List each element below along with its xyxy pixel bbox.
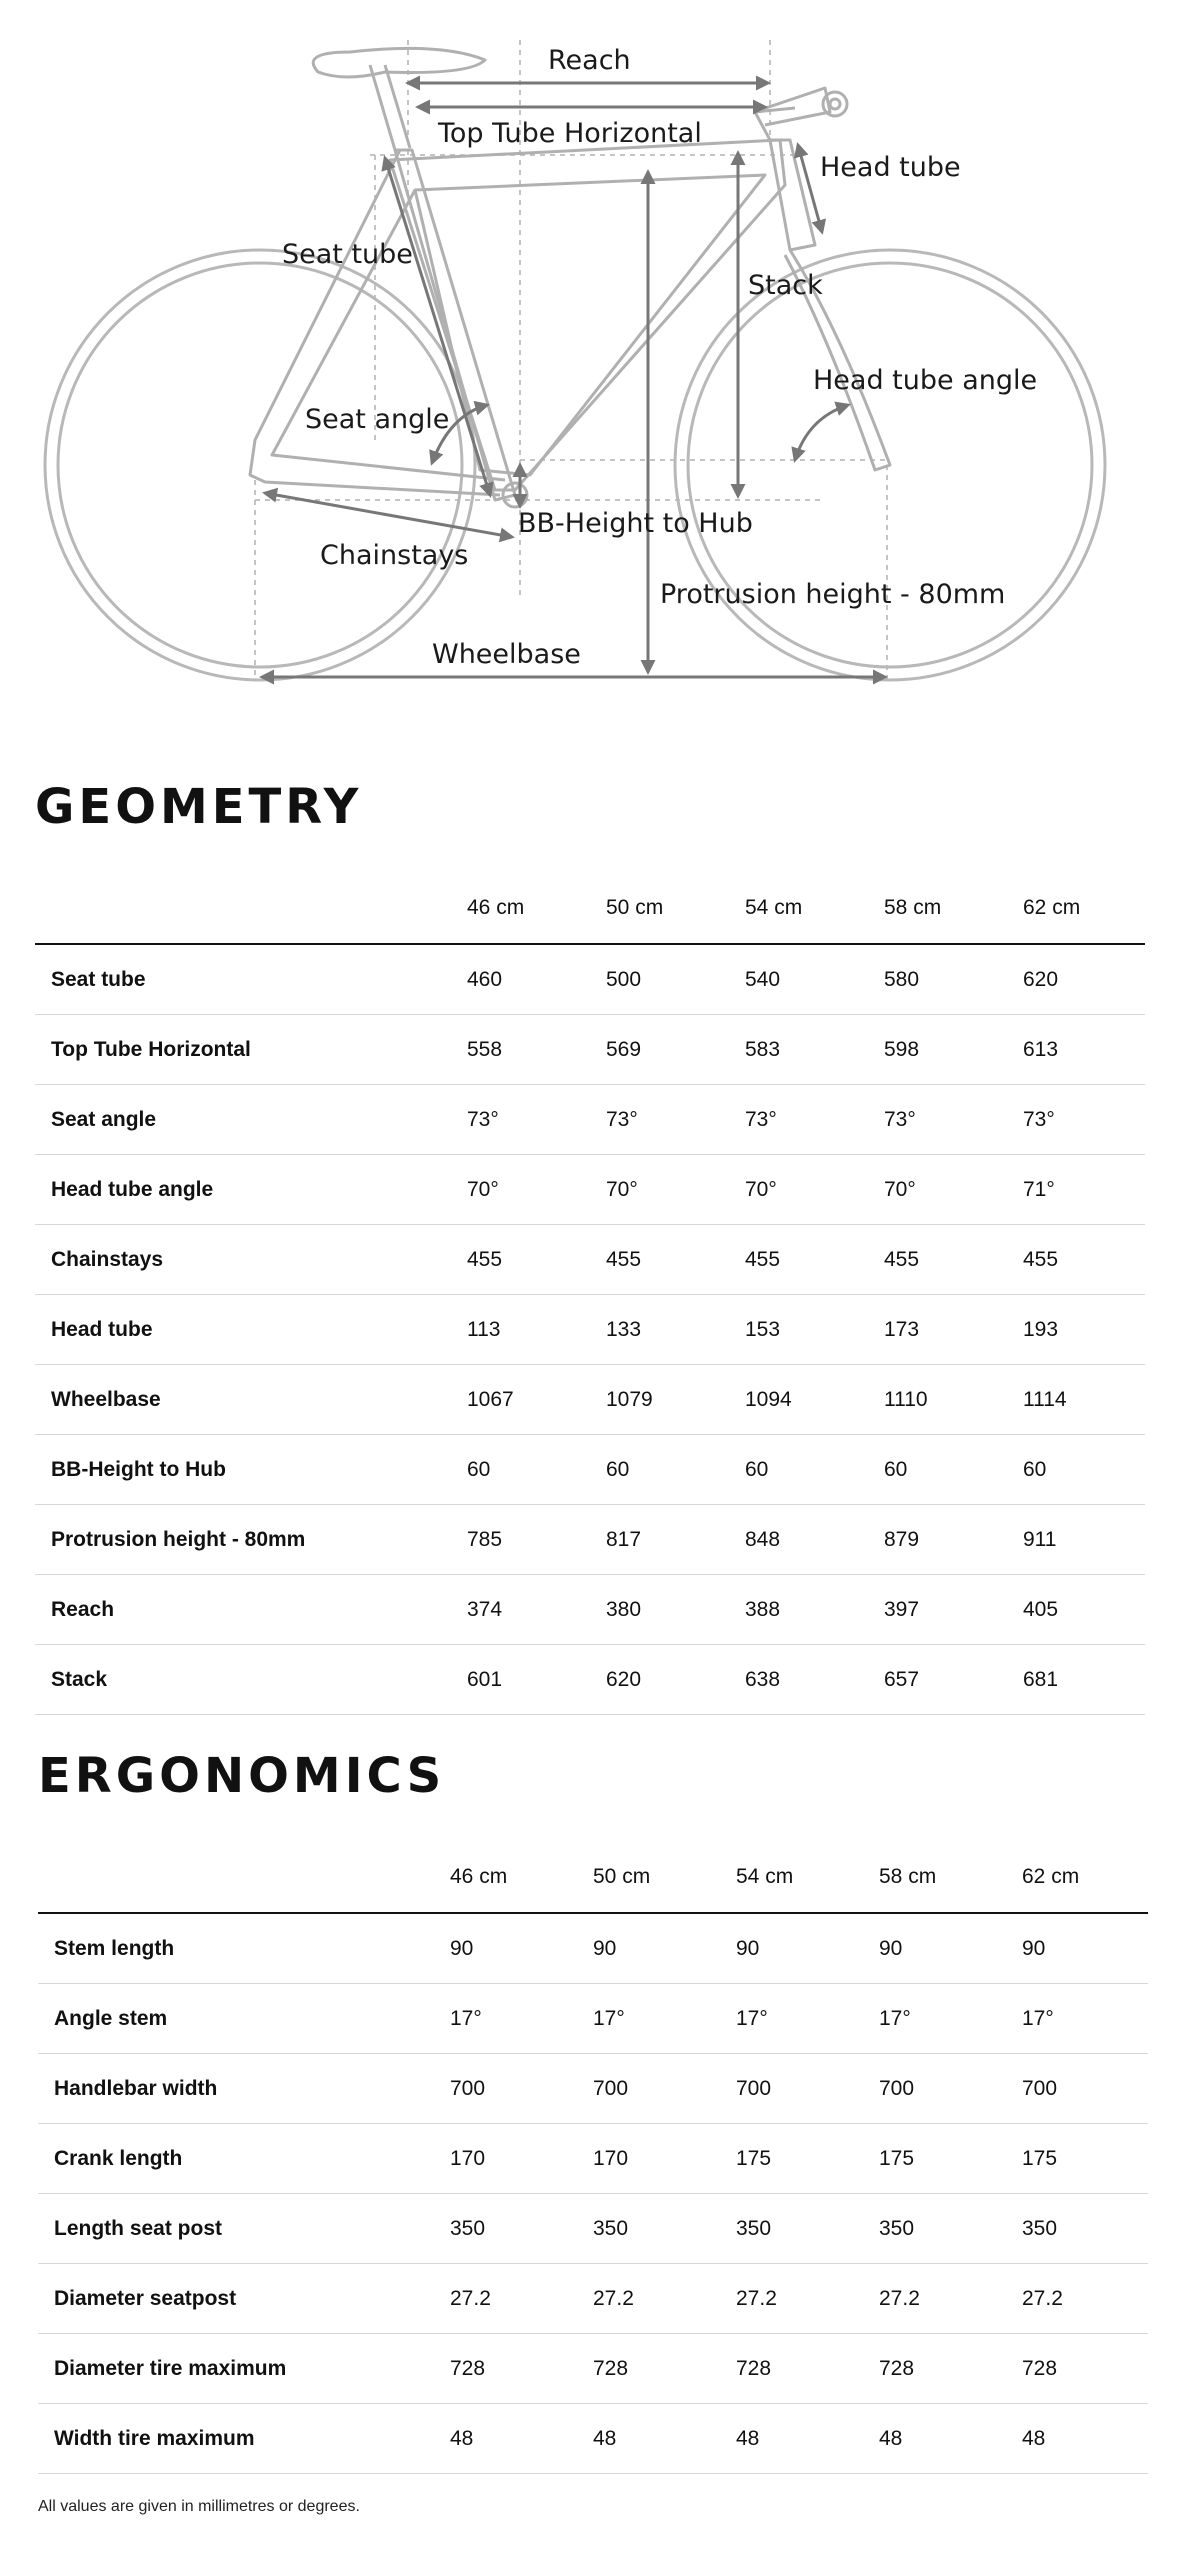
value-cell: 70°	[606, 1155, 745, 1225]
value-cell: 583	[745, 1015, 884, 1085]
value-cell: 455	[884, 1225, 1023, 1295]
size-header: 54 cm	[745, 873, 884, 944]
value-cell: 700	[450, 2054, 593, 2124]
value-cell: 60	[606, 1435, 745, 1505]
value-cell: 350	[450, 2194, 593, 2264]
value-cell: 460	[467, 944, 606, 1015]
bike-geometry-diagram	[0, 0, 1200, 700]
value-cell: 700	[593, 2054, 736, 2124]
value-cell: 27.2	[593, 2264, 736, 2334]
geometry-title: GEOMETRY	[35, 779, 363, 835]
value-cell: 455	[467, 1225, 606, 1295]
value-cell: 700	[1022, 2054, 1148, 2124]
row-label: Width tire maximum	[38, 2404, 450, 2474]
value-cell: 153	[745, 1295, 884, 1365]
value-cell: 681	[1023, 1645, 1145, 1715]
value-cell: 728	[879, 2334, 1022, 2404]
value-cell: 170	[450, 2124, 593, 2194]
label-head-tube-angle: Head tube angle	[813, 365, 1038, 396]
value-cell: 27.2	[879, 2264, 1022, 2334]
value-cell: 60	[745, 1435, 884, 1505]
value-cell: 193	[1023, 1295, 1145, 1365]
value-cell: 455	[606, 1225, 745, 1295]
value-cell: 613	[1023, 1015, 1145, 1085]
value-cell: 455	[1023, 1225, 1145, 1295]
value-cell: 350	[879, 2194, 1022, 2264]
value-cell: 17°	[1022, 1984, 1148, 2054]
value-cell: 60	[467, 1435, 606, 1505]
header-label-column	[38, 1842, 450, 1913]
value-cell: 700	[879, 2054, 1022, 2124]
value-cell: 540	[745, 944, 884, 1015]
value-cell: 500	[606, 944, 745, 1015]
value-cell: 1067	[467, 1365, 606, 1435]
value-cell: 728	[593, 2334, 736, 2404]
size-header: 50 cm	[606, 873, 745, 944]
value-cell: 90	[593, 1913, 736, 1984]
value-cell: 350	[1022, 2194, 1148, 2264]
table-row	[35, 1435, 1145, 1505]
value-cell: 71°	[1023, 1155, 1145, 1225]
value-cell: 598	[884, 1015, 1023, 1085]
value-cell: 569	[606, 1015, 745, 1085]
value-cell: 73°	[1023, 1085, 1145, 1155]
value-cell: 73°	[884, 1085, 1023, 1155]
value-cell: 601	[467, 1645, 606, 1715]
value-cell: 90	[1022, 1913, 1148, 1984]
size-header: 46 cm	[467, 873, 606, 944]
value-cell: 397	[884, 1575, 1023, 1645]
row-label: Protrusion height - 80mm	[35, 1505, 467, 1575]
value-cell: 848	[745, 1505, 884, 1575]
value-cell: 170	[593, 2124, 736, 2194]
value-cell: 350	[593, 2194, 736, 2264]
ergonomics-table	[38, 1842, 1148, 2474]
value-cell: 113	[467, 1295, 606, 1365]
value-cell: 1110	[884, 1365, 1023, 1435]
geometry-table	[35, 873, 1145, 1715]
table-row	[35, 1085, 1145, 1155]
value-cell: 785	[467, 1505, 606, 1575]
label-seat-angle: Seat angle	[305, 404, 450, 435]
value-cell: 17°	[593, 1984, 736, 2054]
label-head-tube: Head tube	[820, 152, 961, 183]
row-label: Top Tube Horizontal	[35, 1015, 467, 1085]
size-header: 46 cm	[450, 1842, 593, 1913]
value-cell: 350	[736, 2194, 879, 2264]
label-bb-height-to-hub: BB-Height to Hub	[518, 508, 753, 539]
header-label-column	[35, 873, 467, 944]
table-header-row	[35, 873, 1145, 944]
value-cell: 27.2	[736, 2264, 879, 2334]
table-row	[38, 1984, 1148, 2054]
row-label: Diameter seatpost	[38, 2264, 450, 2334]
label-top-tube-horizontal: Top Tube Horizontal	[438, 118, 702, 149]
table-row	[35, 1575, 1145, 1645]
value-cell: 405	[1023, 1575, 1145, 1645]
value-cell: 73°	[606, 1085, 745, 1155]
row-label: Stem length	[38, 1913, 450, 1984]
size-header: 62 cm	[1022, 1842, 1148, 1913]
size-header: 62 cm	[1023, 873, 1145, 944]
rear-wheel	[45, 250, 475, 680]
ergonomics-rows	[38, 1913, 1148, 2474]
table-row	[35, 1645, 1145, 1715]
value-cell: 27.2	[450, 2264, 593, 2334]
value-cell: 48	[450, 2404, 593, 2474]
row-label: Head tube	[35, 1295, 467, 1365]
value-cell: 175	[1022, 2124, 1148, 2194]
row-label: BB-Height to Hub	[35, 1435, 467, 1505]
table-row	[38, 2054, 1148, 2124]
size-header: 58 cm	[879, 1842, 1022, 1913]
value-cell: 388	[745, 1575, 884, 1645]
value-cell: 70°	[745, 1155, 884, 1225]
value-cell: 1094	[745, 1365, 884, 1435]
table-row	[38, 2334, 1148, 2404]
table-row	[38, 2194, 1148, 2264]
table-row	[38, 2124, 1148, 2194]
table-row	[38, 1913, 1148, 1984]
value-cell: 700	[736, 2054, 879, 2124]
table-row	[35, 944, 1145, 1015]
value-cell: 73°	[745, 1085, 884, 1155]
value-cell: 48	[879, 2404, 1022, 2474]
row-label: Length seat post	[38, 2194, 450, 2264]
value-cell: 60	[1023, 1435, 1145, 1505]
table-row	[38, 2404, 1148, 2474]
value-cell: 90	[736, 1913, 879, 1984]
ergonomics-title: ERGONOMICS	[38, 1748, 446, 1804]
value-cell: 17°	[450, 1984, 593, 2054]
value-cell: 60	[884, 1435, 1023, 1505]
footnote: All values are given in millimetres or degrees.	[38, 2498, 360, 2515]
table-row	[35, 1015, 1145, 1085]
value-cell: 728	[450, 2334, 593, 2404]
value-cell: 70°	[467, 1155, 606, 1225]
row-label: Wheelbase	[35, 1365, 467, 1435]
label-seat-tube: Seat tube	[282, 239, 413, 270]
value-cell: 17°	[879, 1984, 1022, 2054]
value-cell: 17°	[736, 1984, 879, 2054]
value-cell: 620	[1023, 944, 1145, 1015]
table-row	[35, 1155, 1145, 1225]
value-cell: 879	[884, 1505, 1023, 1575]
value-cell: 175	[736, 2124, 879, 2194]
row-label: Seat tube	[35, 944, 467, 1015]
table-row	[35, 1295, 1145, 1365]
value-cell: 911	[1023, 1505, 1145, 1575]
row-label: Seat angle	[35, 1085, 467, 1155]
value-cell: 73°	[467, 1085, 606, 1155]
table-row	[35, 1225, 1145, 1295]
value-cell: 657	[884, 1645, 1023, 1715]
row-label: Crank length	[38, 2124, 450, 2194]
value-cell: 374	[467, 1575, 606, 1645]
value-cell: 173	[884, 1295, 1023, 1365]
value-cell: 27.2	[1022, 2264, 1148, 2334]
value-cell: 175	[879, 2124, 1022, 2194]
value-cell: 638	[745, 1645, 884, 1715]
value-cell: 580	[884, 944, 1023, 1015]
value-cell: 48	[593, 2404, 736, 2474]
value-cell: 728	[736, 2334, 879, 2404]
size-header: 54 cm	[736, 1842, 879, 1913]
value-cell: 455	[745, 1225, 884, 1295]
value-cell: 90	[450, 1913, 593, 1984]
row-label: Diameter tire maximum	[38, 2334, 450, 2404]
label-protrusion-height: Protrusion height - 80mm	[660, 579, 1006, 610]
value-cell: 90	[879, 1913, 1022, 1984]
label-stack: Stack	[748, 270, 823, 301]
label-chainstays: Chainstays	[320, 540, 469, 571]
geometry-rows	[35, 944, 1145, 1715]
value-cell: 133	[606, 1295, 745, 1365]
row-label: Angle stem	[38, 1984, 450, 2054]
value-cell: 817	[606, 1505, 745, 1575]
value-cell: 1079	[606, 1365, 745, 1435]
label-reach: Reach	[548, 45, 631, 76]
row-label: Chainstays	[35, 1225, 467, 1295]
size-header: 50 cm	[593, 1842, 736, 1913]
value-cell: 558	[467, 1015, 606, 1085]
value-cell: 48	[1022, 2404, 1148, 2474]
value-cell: 380	[606, 1575, 745, 1645]
table-row	[38, 2264, 1148, 2334]
row-label: Handlebar width	[38, 2054, 450, 2124]
value-cell: 70°	[884, 1155, 1023, 1225]
label-wheelbase: Wheelbase	[432, 639, 581, 670]
value-cell: 620	[606, 1645, 745, 1715]
table-header-row	[38, 1842, 1148, 1913]
row-label: Stack	[35, 1645, 467, 1715]
row-label: Head tube angle	[35, 1155, 467, 1225]
value-cell: 48	[736, 2404, 879, 2474]
row-label: Reach	[35, 1575, 467, 1645]
value-cell: 1114	[1023, 1365, 1145, 1435]
value-cell: 728	[1022, 2334, 1148, 2404]
table-row	[35, 1505, 1145, 1575]
size-header: 58 cm	[884, 873, 1023, 944]
table-row	[35, 1365, 1145, 1435]
